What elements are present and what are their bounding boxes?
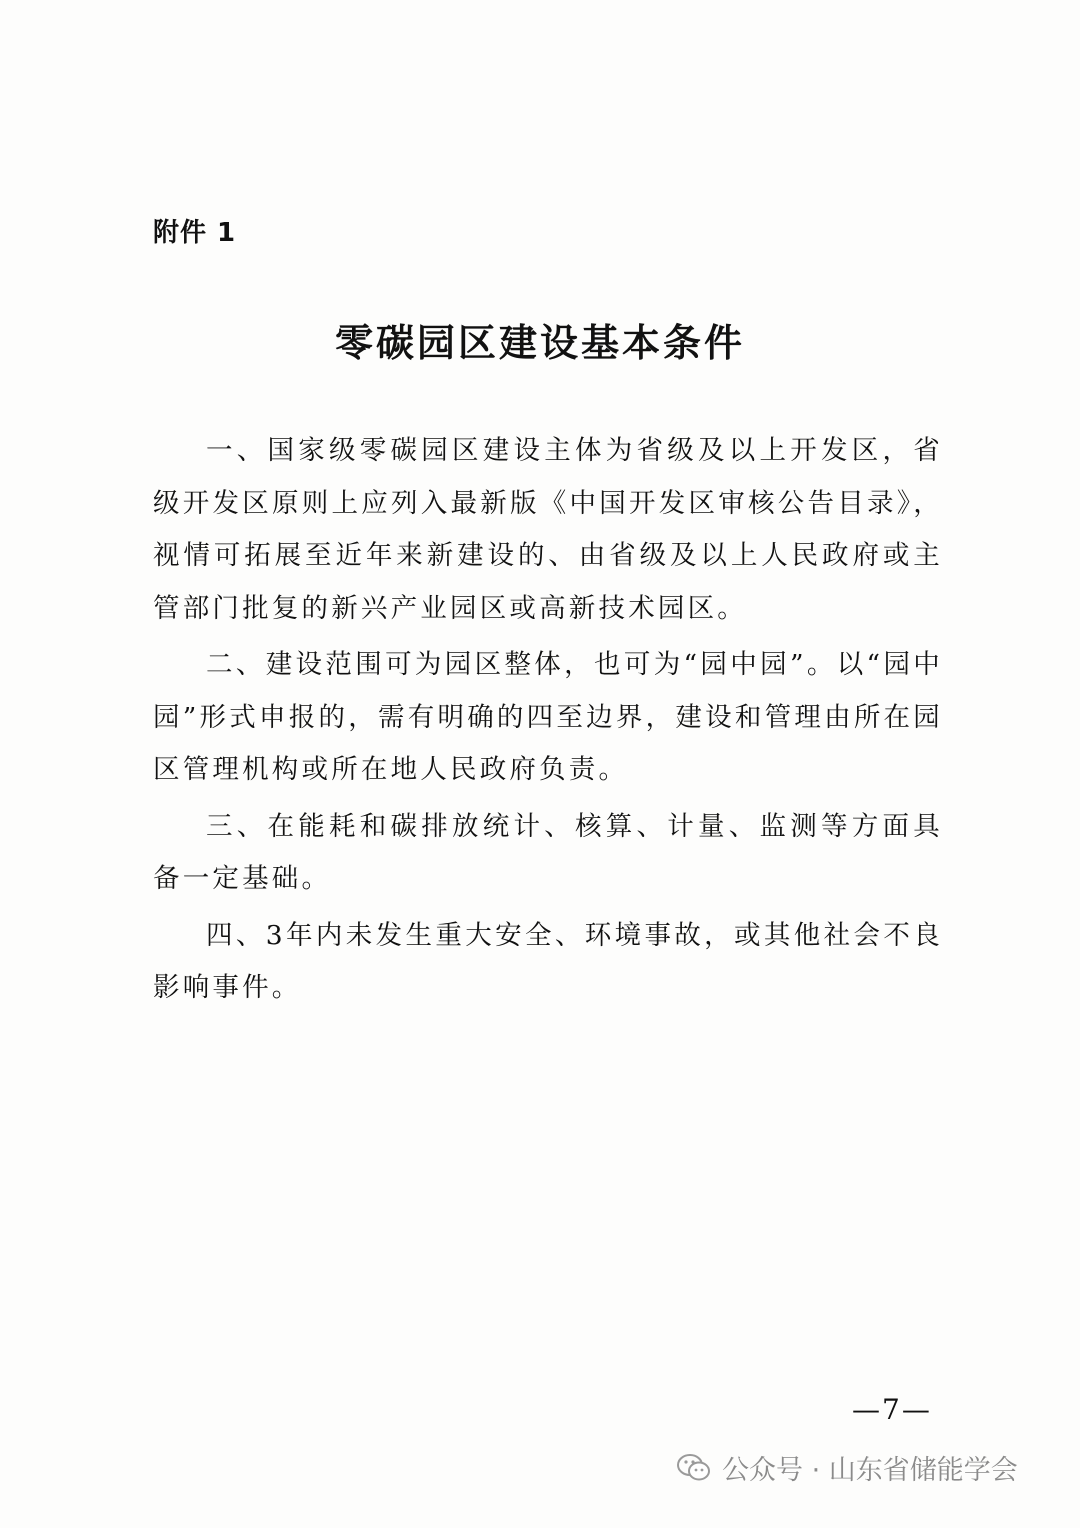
paragraph-2: 二、建设范围可为园区整体，也可为“园中园”。以“园中园”形式申报的，需有明确的四至边界，建设和管理由所在园区管理机构或所在地人民政府负责。 [153,649,943,785]
watermark-text: 公众号 · 山东省储能学会 [722,1455,1018,1486]
document-body [153,425,943,1019]
paragraph-1: 一、国家级零碳园区建设主体为省级及以上开发区，省级开发区原则上应列入最新版《中国开发区审核公告目录》，视情可拓展至近年来新建设的、由省级及以上人民政府或主管部门批复的新兴产业园区或高新技术园区。 [153,435,943,624]
paragraph-3: 三、在能耗和碳排放统计、核算、计量、监测等方面具备一定基础。 [153,810,943,894]
watermark [676,1448,1018,1487]
paragraph-4: 四、3年内未发生重大安全、环境事故，或其他社会不良影响事件。 [153,919,943,1003]
document-title: 零碳园区建设基本条件 [334,320,745,365]
page-number: —7— [852,1393,932,1426]
attachment-label: 附件 1 [153,218,237,248]
wechat-icon [676,1452,712,1484]
